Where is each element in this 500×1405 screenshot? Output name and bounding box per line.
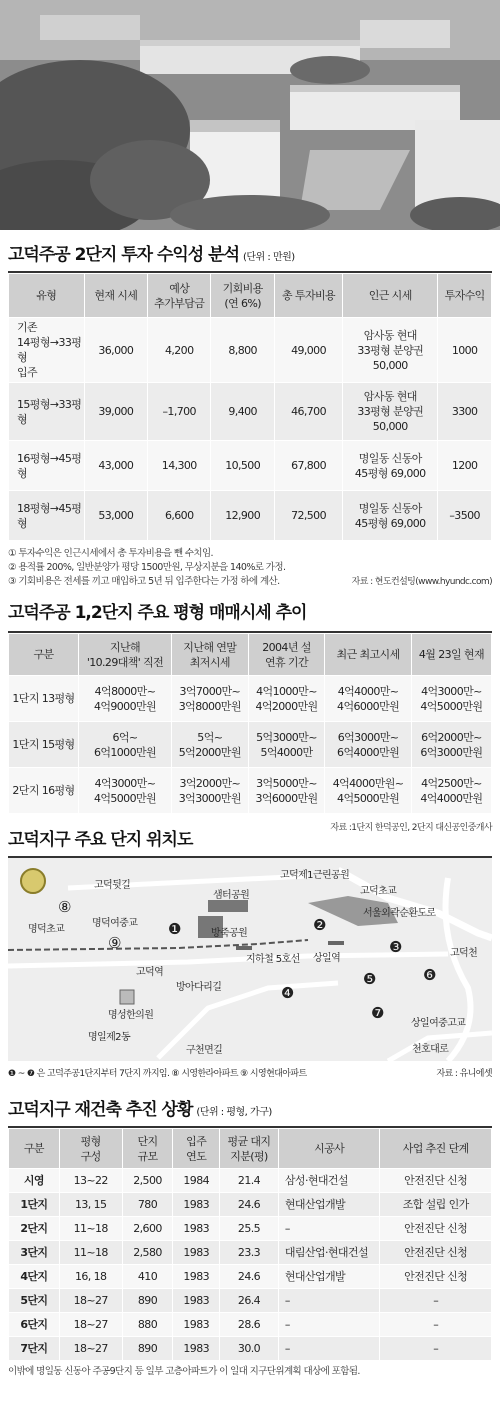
cell-line: 지난해 연말 (183, 640, 237, 654)
column-header (278, 1129, 379, 1169)
table-cell: – (380, 1337, 492, 1361)
table-cell: 18~27 (59, 1337, 122, 1361)
table-cell: 안전진단 신청 (380, 1241, 492, 1265)
table-cell: 9,400 (211, 383, 274, 441)
cell-line: 5억2000만원 (178, 745, 241, 759)
column-header (79, 634, 172, 676)
cell-line: 유형 (36, 289, 57, 302)
cell-line: 기회비용 (222, 281, 263, 295)
invest-section (8, 240, 492, 589)
table-cell: 13~22 (59, 1169, 122, 1193)
cell-line: 3억8000만원 (178, 699, 241, 713)
table-cell: 1000 (438, 318, 492, 383)
table-row (9, 722, 492, 768)
row-label: 2단지 16평형 (9, 768, 79, 814)
map-label: 샘터공원 (213, 890, 250, 901)
column-header (438, 274, 492, 318)
row-label (9, 441, 85, 491)
map-marker: ❺ (363, 970, 377, 988)
column-header (248, 634, 325, 676)
row-label: 3단지 (9, 1241, 60, 1265)
row-label: 시영 (9, 1169, 60, 1193)
table-cell: – (278, 1337, 379, 1361)
cell-line: 15평형→33평형 (17, 397, 82, 426)
table-cell: 18~27 (59, 1313, 122, 1337)
cell-line: 4억2500만~ (421, 776, 482, 790)
table-cell: 36,000 (84, 318, 147, 383)
cell-line: 5억3000만~ (256, 730, 317, 744)
table-cell: 14,300 (148, 441, 211, 491)
table-cell (79, 722, 172, 768)
cell-line: 3억2000만~ (179, 776, 241, 790)
table-cell: 16, 18 (59, 1265, 122, 1289)
row-label: 7단지 (9, 1337, 60, 1361)
table-cell: 39,000 (84, 383, 147, 441)
table-row (9, 491, 492, 541)
table-cell: 21.4 (220, 1169, 279, 1193)
map-marker: ❻ (423, 966, 437, 984)
trend-section (8, 598, 492, 833)
cell-line: 최근 최고시세 (336, 648, 400, 661)
cell-line: 45평형 69,000 (354, 516, 426, 530)
cell-line: 인근 시세 (368, 289, 412, 302)
cell-line: 4월 23일 현재 (418, 648, 484, 661)
table-cell: 53,000 (84, 491, 147, 541)
table-cell: – (380, 1289, 492, 1313)
cell-line: 지난해 (109, 640, 141, 654)
table-cell: 1200 (438, 441, 492, 491)
invest-source: 자료 : 현도컨설팅(www.hyundc.com) (351, 577, 492, 587)
cell-line: 총 투자비용 (282, 289, 336, 302)
trend-table (8, 633, 492, 814)
map-marker: ⑧ (58, 898, 72, 916)
table-row (9, 1337, 492, 1361)
table-cell: 안전진단 신청 (380, 1265, 492, 1289)
cell-line: 4억4000만~ (337, 684, 399, 698)
table-cell: 23.3 (220, 1241, 279, 1265)
cell-line: 4억4000만원 (420, 791, 483, 805)
cell-line: 사업 추진 단계 (402, 1142, 469, 1155)
cell-line: 6억~ (112, 730, 138, 744)
cell-line: 4억5000만원 (420, 699, 483, 713)
cell-line: 추가부담금 (154, 296, 205, 310)
table-cell: 890 (122, 1289, 173, 1313)
map-label: 명덕초교 (28, 924, 65, 935)
cell-line: 명일동 신동아 (358, 501, 422, 515)
cell-line: 명일동 신동아 (358, 451, 422, 465)
table-cell: 1984 (173, 1169, 220, 1193)
cell-line: 단지 (137, 1134, 158, 1148)
map-label: 고덕제1근린공원 (280, 870, 350, 881)
cell-line: 현재 시세 (94, 289, 138, 302)
table-cell: 1983 (173, 1337, 220, 1361)
cell-line: 구분 (23, 1142, 44, 1155)
cell-line: 33평형 분양권 (357, 405, 424, 418)
table-cell: 2,600 (122, 1217, 173, 1241)
map-label: 고덕역 (136, 967, 164, 978)
cell-line: 4억5000만원 (337, 791, 400, 805)
trend-title: 고덕주공 1,2단지 주요 평형 매매시세 추이 (8, 603, 307, 623)
table-cell (79, 676, 172, 722)
column-header (274, 274, 342, 318)
cell-line: 지분(평) (230, 1149, 268, 1163)
invest-title: 고덕주공 2단지 투자 수익성 분석 (단위 : 만원) (8, 245, 295, 265)
table-row (9, 1265, 492, 1289)
map-marker: ❷ (313, 916, 327, 934)
cell-line: 3억6000만원 (255, 791, 318, 805)
table-cell (325, 676, 412, 722)
table-cell: 67,800 (274, 441, 342, 491)
row-label: 2단지 (9, 1217, 60, 1241)
row-label: 1단지 (9, 1193, 60, 1217)
cell-line: 5억~ (197, 730, 223, 744)
table-cell (171, 768, 248, 814)
map-label: 명성한의원 (108, 1010, 154, 1021)
cell-line: 구성 (80, 1149, 101, 1163)
table-cell: 780 (122, 1193, 173, 1217)
table-cell (248, 676, 325, 722)
table-cell: 4,200 (148, 318, 211, 383)
table-row (9, 676, 492, 722)
cell-line: 50,000 (372, 420, 408, 433)
table-cell: 안전진단 신청 (380, 1217, 492, 1241)
table-cell: 6,600 (148, 491, 211, 541)
map-marker: ❸ (389, 938, 403, 956)
table-cell (325, 768, 412, 814)
column-header (84, 274, 147, 318)
invest-note: ③ 기회비용은 전세를 끼고 매입하고 5년 뒤 입주한다는 가정 하에 계산. (8, 576, 280, 587)
table-row (9, 768, 492, 814)
table-row (9, 1313, 492, 1337)
cell-line: 3억5000만~ (256, 776, 317, 790)
table-row (9, 383, 492, 441)
table-cell: 현대산업개발 (278, 1265, 379, 1289)
cell-line: 3억3000만원 (178, 791, 241, 805)
table-cell (171, 676, 248, 722)
cell-line: 14평형→33평형 (17, 336, 82, 364)
table-cell: 30.0 (220, 1337, 279, 1361)
table-cell (325, 722, 412, 768)
table-cell (411, 676, 491, 722)
map-label: 명덕여중교 (92, 918, 138, 929)
table-cell: 1983 (173, 1265, 220, 1289)
column-header (325, 634, 412, 676)
status-section (8, 1095, 492, 1379)
map-label: 지하철 5호선 (246, 954, 300, 965)
cell-line: 투자수익 (444, 289, 485, 302)
status-table (8, 1128, 492, 1361)
table-cell: 10,500 (211, 441, 274, 491)
cell-line: 연휴 기간 (264, 655, 308, 669)
column-header (9, 274, 85, 318)
table-cell (343, 318, 438, 383)
table-cell: 28.6 (220, 1313, 279, 1337)
table-cell: 12,900 (211, 491, 274, 541)
table-row (9, 1169, 492, 1193)
cell-line: 4억5000만원 (93, 791, 157, 805)
map-label: 서울외곽순환도로 (363, 908, 436, 919)
row-label: 1단지 15평형 (9, 722, 79, 768)
location-map (8, 856, 492, 1061)
cell-line: 4억9000만원 (93, 699, 157, 713)
map-label: 구천면길 (186, 1045, 223, 1056)
cell-line: 입주 (186, 1134, 207, 1148)
cell-line: 4억3000만~ (94, 776, 156, 790)
table-cell: 8,800 (211, 318, 274, 383)
map-pin-icon (20, 868, 46, 894)
table-cell: –1,700 (148, 383, 211, 441)
row-label: 5단지 (9, 1289, 60, 1313)
invest-notes (8, 547, 492, 589)
cell-line: 3억7000만~ (179, 684, 241, 698)
map-label: 고덕뒷길 (94, 880, 131, 891)
table-cell (79, 768, 172, 814)
cell-line: 6억1000만원 (93, 745, 157, 759)
cell-line: 6억2000만~ (421, 730, 482, 744)
table-cell: 1983 (173, 1217, 220, 1241)
column-header (343, 274, 438, 318)
cell-line: 16평형→45평형 (17, 451, 82, 480)
cell-line: 6억4000만원 (337, 745, 400, 759)
row-label (9, 491, 85, 541)
column-header (59, 1129, 122, 1169)
table-cell: 11~18 (59, 1217, 122, 1241)
cell-line: 암사동 현대 (363, 390, 417, 403)
cell-line: 기존 (17, 321, 38, 334)
table-cell: –3500 (438, 491, 492, 541)
table-cell: 13, 15 (59, 1193, 122, 1217)
table-cell (171, 722, 248, 768)
table-cell: 2,580 (122, 1241, 173, 1265)
table-cell: 대림산업·현대건설 (278, 1241, 379, 1265)
map-marker: ❶ (168, 920, 182, 938)
map-title: 고덕지구 주요 단지 위치도 (8, 830, 193, 850)
table-cell (343, 441, 438, 491)
column-header (9, 634, 79, 676)
map-marker: ❼ (371, 1004, 385, 1022)
map-section (8, 825, 492, 1079)
table-cell (411, 768, 491, 814)
aerial-photo (0, 0, 500, 230)
cell-line: '10.29대책' 직전 (86, 655, 164, 669)
cell-line: 평균 대지 (227, 1134, 271, 1148)
row-label (9, 318, 85, 383)
row-label: 6단지 (9, 1313, 60, 1337)
column-header (380, 1129, 492, 1169)
cell-line: 6억3000만~ (337, 730, 399, 744)
table-cell: 1983 (173, 1289, 220, 1313)
table-cell: 1983 (173, 1241, 220, 1265)
cell-line: 4억6000만원 (337, 699, 400, 713)
cell-line: 최저시세 (189, 655, 230, 669)
cell-line: 4억1000만~ (256, 684, 317, 698)
column-header (9, 1129, 60, 1169)
column-header (148, 274, 211, 318)
column-header (171, 634, 248, 676)
map-label: 명일제2동 (88, 1032, 131, 1043)
map-label: 방아다리길 (176, 982, 222, 993)
cell-line: (연 6%) (224, 296, 261, 310)
map-label: 상일여중고교 (411, 1018, 466, 1029)
cell-line: 4억3000만~ (421, 684, 482, 698)
map-label: 고덕천 (450, 948, 478, 959)
cell-line: 평형 (80, 1134, 101, 1148)
table-cell: 현대산업개발 (278, 1193, 379, 1217)
table-cell: – (278, 1289, 379, 1313)
table-cell: 2,500 (122, 1169, 173, 1193)
cell-line: 4억8000만~ (94, 684, 156, 698)
map-marker: ⑨ (108, 934, 122, 952)
table-cell: 46,700 (274, 383, 342, 441)
cell-line: 연도 (186, 1149, 207, 1163)
table-cell: 1983 (173, 1193, 220, 1217)
map-legend: ❶ ~ ❼ 은 고덕주공1단지부터 7단지 까지임. ⑧ 시영한라아파트 ⑨ 시영현대아파트 (8, 1069, 307, 1079)
cell-line: 45평형 69,000 (354, 466, 426, 480)
column-header (220, 1129, 279, 1169)
table-cell: 11~18 (59, 1241, 122, 1265)
invest-table (8, 273, 492, 541)
cell-line: 6억3000만원 (420, 745, 483, 759)
table-cell (343, 383, 438, 441)
cell-line: 규모 (137, 1149, 158, 1163)
table-cell: 25.5 (220, 1217, 279, 1241)
cell-line: 2004년 설 (262, 640, 311, 654)
table-row (9, 318, 492, 383)
table-cell: 49,000 (274, 318, 342, 383)
column-header (173, 1129, 220, 1169)
table-cell: 410 (122, 1265, 173, 1289)
status-note: 이밖에 명일동 신동아 주공9단지 등 일부 고층아파트가 이 일대 지구단위계획 대상에 포함됨. (8, 1366, 360, 1377)
map-label: 천호대로 (412, 1044, 449, 1055)
trend-source: 자료 :1단지 한덕공인, 2단지 대신공인중개사 (330, 823, 492, 833)
invest-note: ② 용적률 200%, 일반분양가 평당 1500만원, 무상지분을 140%로 가정. (8, 562, 286, 573)
map-label: 고덕초교 (360, 886, 397, 897)
cell-line: 5억4000만 (260, 745, 313, 759)
table-cell: 24.6 (220, 1265, 279, 1289)
map-source: 자료 : 유니에셋 (436, 1069, 492, 1079)
cell-line: 18평형→45평형 (17, 501, 82, 530)
cell-line: 시공사 (314, 1142, 345, 1155)
table-cell: 890 (122, 1337, 173, 1361)
table-cell (248, 768, 325, 814)
column-header (411, 634, 491, 676)
table-cell: 24.6 (220, 1193, 279, 1217)
row-label: 1단지 13평형 (9, 676, 79, 722)
cell-line: 구분 (33, 648, 54, 661)
cell-line: 4억2000만원 (255, 699, 318, 713)
table-row (9, 1241, 492, 1265)
table-cell: 72,500 (274, 491, 342, 541)
column-header (211, 274, 274, 318)
cell-line: 입주 (17, 366, 38, 379)
table-cell: – (278, 1217, 379, 1241)
table-cell: 조합 설립 인가 (380, 1193, 492, 1217)
status-title: 고덕지구 재건축 추진 상황 (단위 : 평형, 가구) (8, 1100, 272, 1120)
table-cell (343, 491, 438, 541)
table-row (9, 1217, 492, 1241)
table-cell: 880 (122, 1313, 173, 1337)
table-cell: – (278, 1313, 379, 1337)
row-label (9, 383, 85, 441)
invest-note: ① 투자수익은 인근시세에서 총 투자비용을 뺀 수치임. (8, 548, 213, 559)
table-cell (411, 722, 491, 768)
table-cell: 26.4 (220, 1289, 279, 1313)
column-header (122, 1129, 173, 1169)
map-marker: ❹ (281, 984, 295, 1002)
cell-line: 암사동 현대 (363, 328, 417, 342)
cell-line: 4억4000만원~ (332, 776, 404, 790)
table-cell: 1983 (173, 1313, 220, 1337)
map-label: 상일역 (313, 953, 341, 964)
table-cell: 18~27 (59, 1289, 122, 1313)
table-row (9, 1289, 492, 1313)
table-cell: 43,000 (84, 441, 147, 491)
row-label: 4단지 (9, 1265, 60, 1289)
table-row (9, 441, 492, 491)
cell-line: 예상 (169, 281, 190, 295)
table-cell: 안전진단 신청 (380, 1169, 492, 1193)
cell-line: 50,000 (372, 358, 408, 372)
table-cell: – (380, 1313, 492, 1337)
table-cell: 3300 (438, 383, 492, 441)
table-cell (248, 722, 325, 768)
map-label: 방죽공원 (211, 928, 248, 939)
cell-line: 33평형 분양권 (357, 343, 424, 357)
table-cell: 삼성·현대건설 (278, 1169, 379, 1193)
table-row (9, 1193, 492, 1217)
